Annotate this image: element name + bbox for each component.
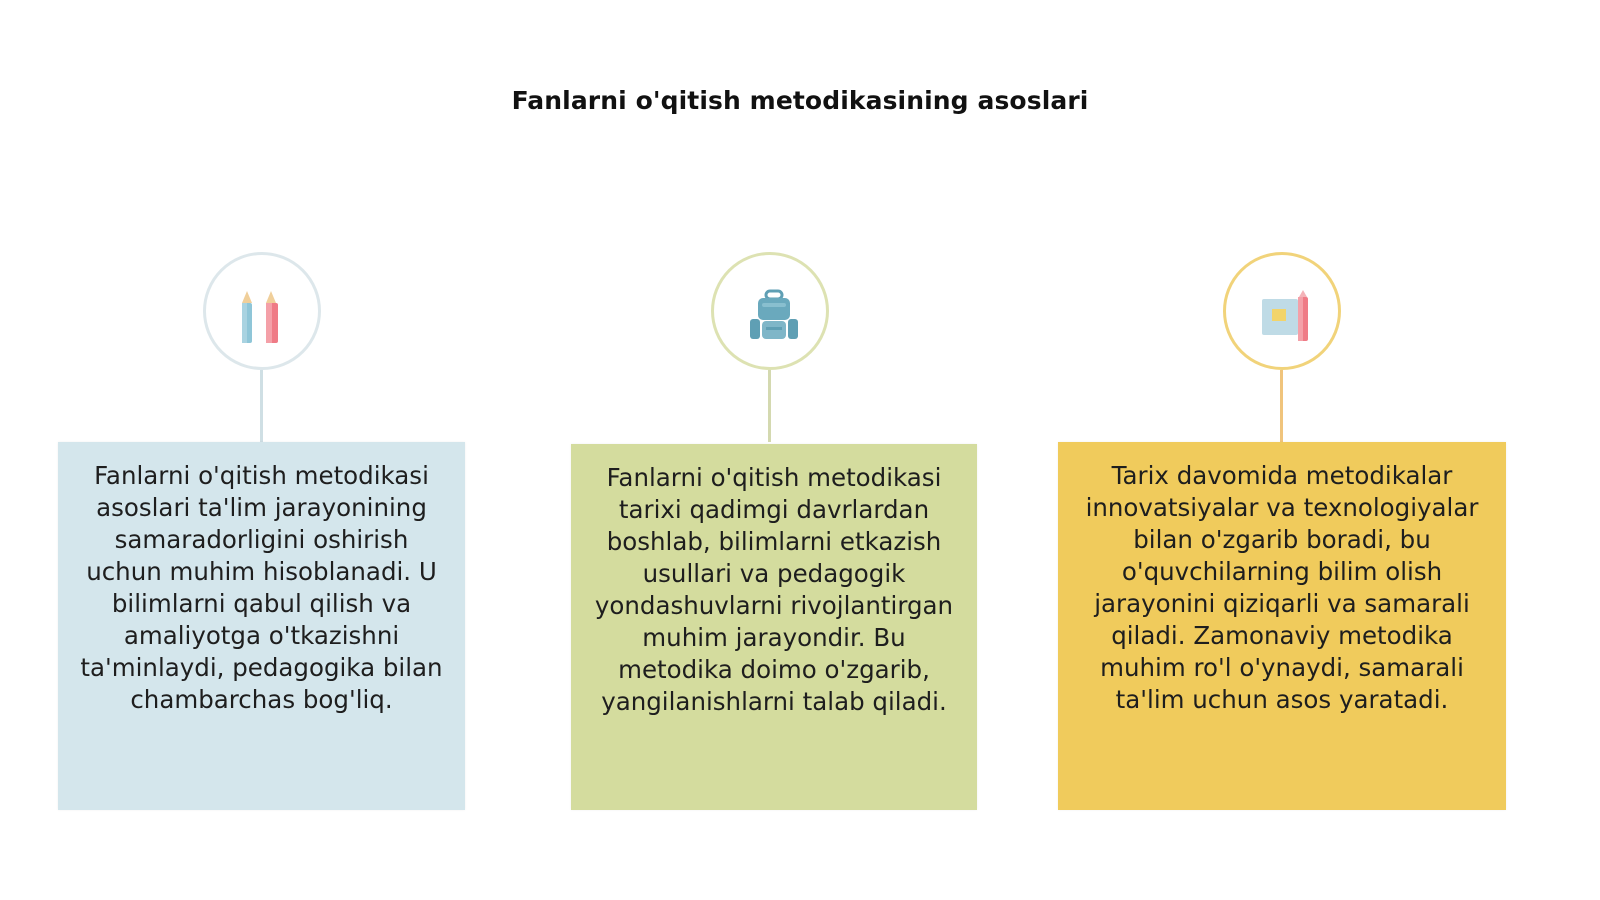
backpack-icon xyxy=(748,289,800,343)
icon-circle-1 xyxy=(203,252,321,370)
info-card-3 xyxy=(1058,442,1506,810)
connector-line-3 xyxy=(1280,370,1283,442)
pencils-icon xyxy=(240,289,288,345)
canvas-and-crayon-icon xyxy=(1260,289,1312,345)
connector-line-2 xyxy=(768,370,771,442)
info-card-2 xyxy=(571,444,977,810)
info-card-1 xyxy=(58,442,465,810)
info-card-2-text: Fanlarni o'qitish metodikasi tarixi qadimgi davrlardan boshlab, bilimlarni etkazish usullari va pedagogik yondashuvlarni rivojlantirgan muhim jarayondir. Bu metodika doimo o'zgarib, yangilanishlarni talab qiladi. xyxy=(594,463,954,716)
icon-circle-2 xyxy=(711,252,829,370)
info-card-1-text: Fanlarni o'qitish metodikasi asoslari ta'lim jarayonining samaradorligini oshirish uchun muhim hisoblanadi. U bilimlarni qabul qilish va amaliyotga o'tkazishni ta'minlaydi, pedagogika bilan chambarchas bog'liq. xyxy=(80,461,443,714)
info-card-3-text: Tarix davomida metodikalar innovatsiyalar va texnologiyalar bilan o'zgarib boradi, bu o'quvchilarning bilim olish jarayonini qiziqarli va samarali qiladi. Zamonaviy metodika muhim ro'l o'ynaydi, samarali ta'lim uchun asos yaratadi. xyxy=(1085,461,1479,714)
connector-line-1 xyxy=(260,370,263,442)
icon-circle-3 xyxy=(1223,252,1341,370)
page-title: Fanlarni o'qitish metodikasining asoslari xyxy=(511,86,1089,115)
